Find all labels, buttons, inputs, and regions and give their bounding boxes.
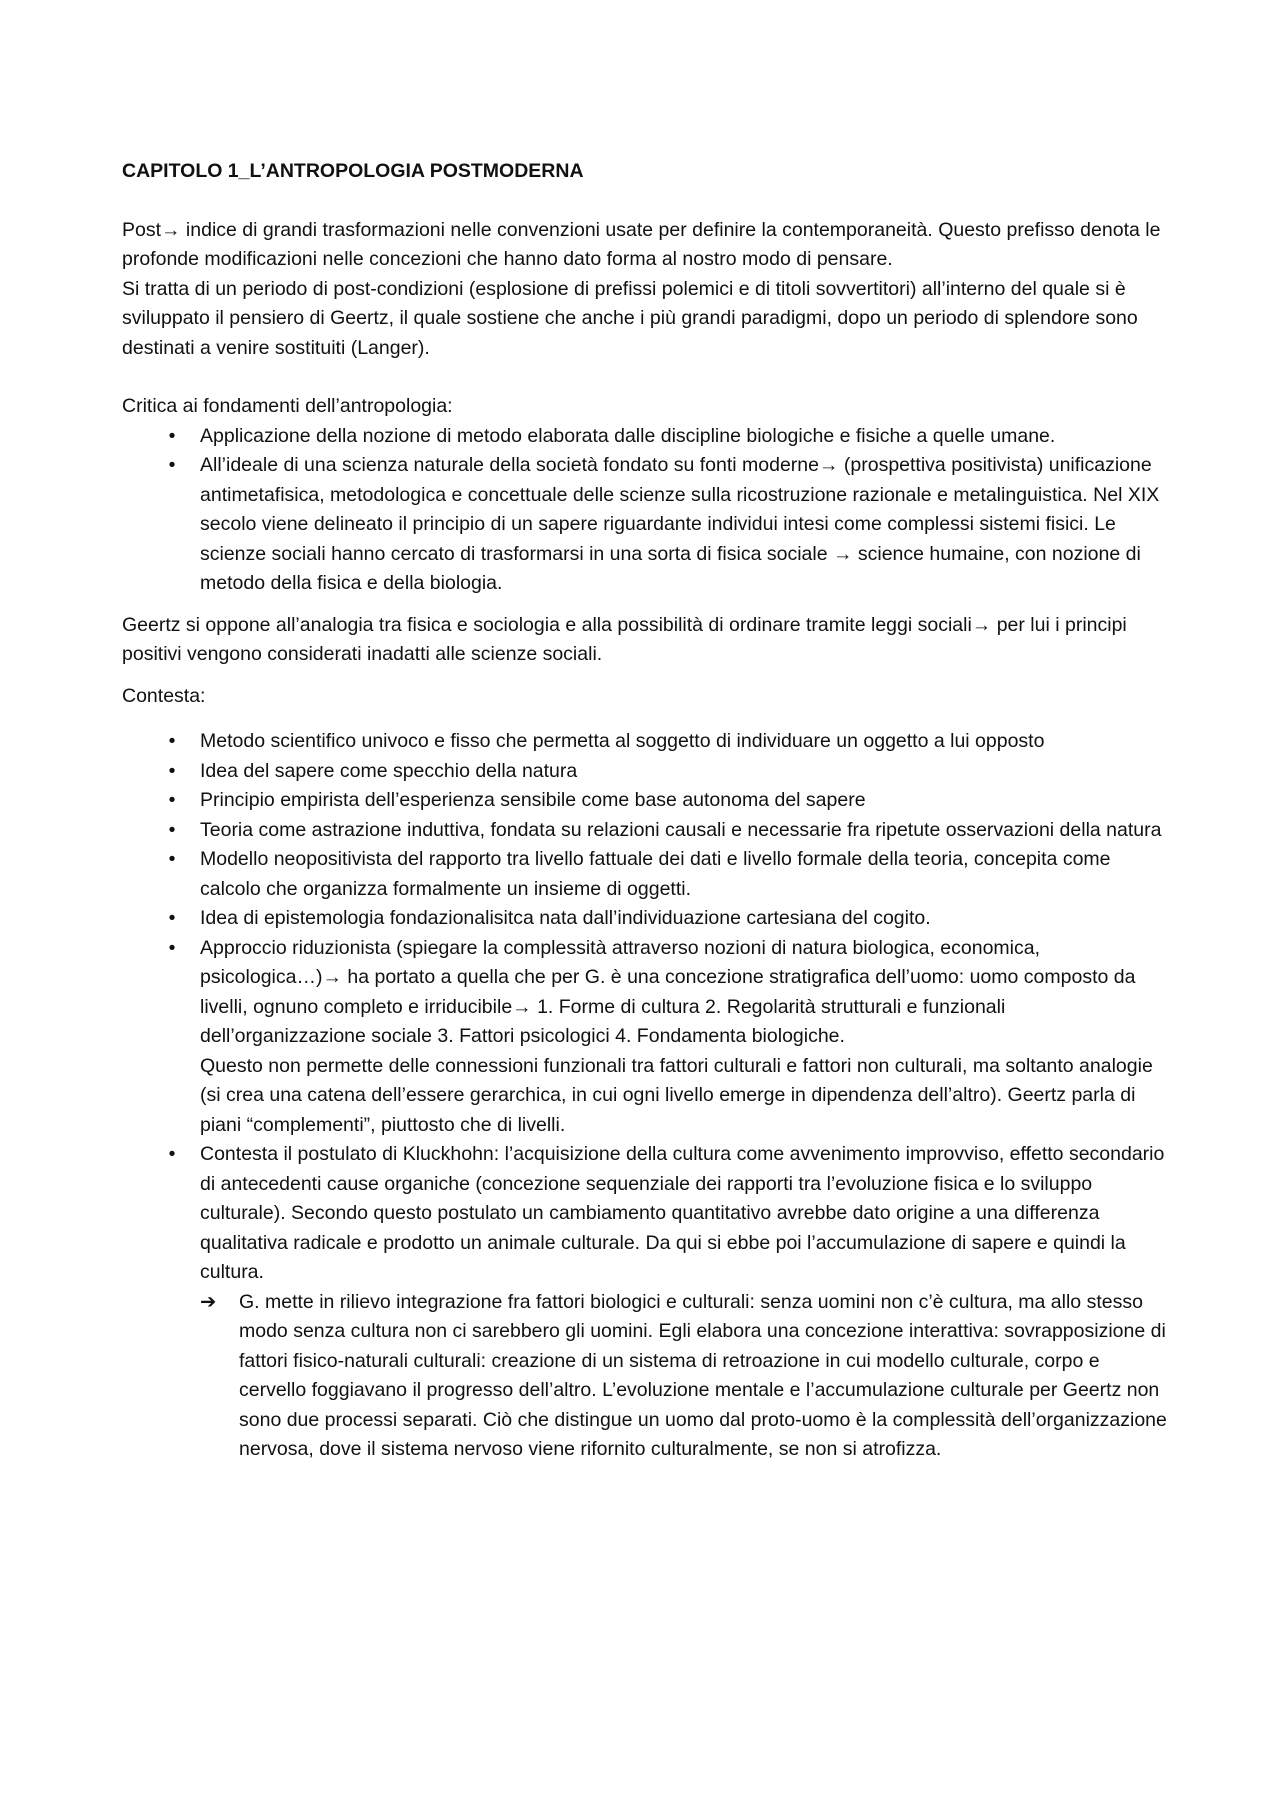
list-item-text: Metodo scientifico univoco e fisso che permetta al soggetto di individuare un oggetto a lui opposto — [200, 730, 1045, 752]
contesta-heading: Contesta: — [122, 684, 206, 707]
bullet-icon: • — [168, 730, 176, 752]
bullet-icon: • — [168, 454, 176, 476]
list-item — [122, 904, 1167, 934]
list-item-text: Modello neopositivista del rapporto tra livello fattuale dei dati e livello formale della teoria, concepita come calcolo che organizza formalmente un insieme di oggetti. — [200, 848, 1111, 900]
list-item — [122, 1140, 1167, 1288]
bullet-icon: • — [168, 848, 176, 870]
bullet-icon: • — [168, 424, 176, 447]
geertz-paragraph: Geertz si oppone all’analogia tra fisica e sociologia e alla possibilità di ordinare tramite leggi sociali→ per lui i principi positivi vengono considerati inadatti alle scienze sociali. — [122, 613, 1127, 665]
list-item — [122, 934, 1167, 1141]
list-item-text: Applicazione della nozione di metodo elaborata dalle discipline biologiche e fisiche a quelle umane. — [200, 424, 1056, 447]
contesta-list — [122, 727, 1167, 1288]
spacer — [122, 363, 1167, 392]
list-item — [122, 451, 1167, 599]
list-item — [122, 422, 1167, 452]
bullet-icon: • — [168, 907, 176, 929]
list-item — [122, 786, 1167, 816]
list-item — [122, 845, 1167, 904]
list-item-text: Idea del sapere come specchio della natura — [200, 759, 578, 782]
list-item-text: Approccio riduzionista (spiegare la complessità attraverso nozioni di natura biologica, economica, psicologica…)→ ha portato a quella che per G. è una concezione stratigrafica dell’uomo: uomo composto da livelli, ognuno completo e irriducibile→ 1. Forme di cultura 2. Regolarità strutturali e funzionali dell’organizzazione sociale 3. Fattori psicologici 4. Fondamenta biologiche. — [200, 936, 1136, 1047]
spacer — [122, 599, 1167, 611]
arrow-right-icon: ➔ — [200, 1290, 217, 1313]
sub-point — [122, 1288, 1167, 1465]
critica-list — [122, 422, 1167, 599]
list-item-text: Principio empirista dell’esperienza sensibile come base autonoma del sapere — [200, 789, 866, 811]
list-item — [122, 816, 1167, 846]
intro-paragraph: Post→ indice di grandi trasformazioni nelle convenzioni usate per definire la contemporaneità. Questo prefisso denota le profonde modificazioni nelle concezioni che hanno dato forma al nostro modo di pensare. — [122, 218, 1161, 270]
bullet-icon: • — [168, 936, 176, 959]
spacer — [122, 670, 1167, 682]
list-item-text: Teoria come astrazione induttiva, fondata su relazioni causali e necessarie fra ripetute osservazioni della natura — [200, 818, 1162, 841]
document-body — [122, 157, 1167, 1465]
bullet-icon: • — [168, 1143, 176, 1165]
list-item — [122, 757, 1167, 787]
bullet-icon: • — [168, 759, 176, 782]
bullet-icon: • — [168, 789, 176, 811]
list-item-continuation: Questo non permette delle connessioni funzionali tra fattori culturali e fattori non culturali, ma soltanto analogie (si crea una catena dell’essere gerarchica, in cui ogni livello emerge in dipendenza dell’altro). Geertz parla di piani “complementi”, piuttosto che di livelli. — [200, 1054, 1153, 1136]
spacer — [122, 711, 1167, 727]
list-item — [122, 727, 1167, 757]
list-item-text: Contesta il postulato di Kluckhohn: l’acquisizione della cultura come avvenimento improvviso, effetto secondario di antecedenti cause organiche (concezione sequenziale dei rapporti tra l’evoluzione fisica e lo sviluppo culturale). Secondo questo postulato un cambiamento quantitativo avrebbe dato origine a una differenza qualitativa radicale e prodotto un animale culturale. Da qui si ebbe poi l’accumulazione di sapere e quindi la cultura. — [200, 1143, 1165, 1283]
chapter-title: CAPITOLO 1_L’ANTROPOLOGIA POSTMODERNA — [122, 160, 584, 182]
list-item-text: Idea di epistemologia fondazionalisitca nata dall’individuazione cartesiana del cogito. — [200, 907, 931, 929]
sub-point-text: G. mette in rilievo integrazione fra fattori biologici e culturali: senza uomini non c’è cultura, ma allo stesso modo senza cultura non ci sarebbero gli uomini. Egli elabora una concezione interattiva: sovrapposizione di fattori fisico-naturali culturali: creazione di un sistema di retroazione in cui modello culturale, corpo e cervello foggiavano il progresso dell’altro. L’evoluzione mentale e l’accumulazione culturale per Geertz non sono due processi separati. Ciò che distingue un uomo dal proto-uomo è la complessità dell’organizzazione nervosa, dove il sistema nervoso viene rifornito culturalmente, se non si atrofizza. — [239, 1290, 1167, 1460]
bullet-icon: • — [168, 818, 176, 841]
critica-heading: Critica ai fondamenti dell’antropologia: — [122, 395, 453, 417]
list-item-text: All’ideale di una scienza naturale della società fondato su fonti moderne→ (prospettiva positivista) unificazione antimetafisica, metodologica e concettuale delle scienze sulla ricostruzione razionale e metalinguistica. Nel XIX secolo viene delineato il principio di un sapere riguardante individui intesi come complessi sistemi fisici. Le scienze sociali hanno cercato di trasformarsi in una sorta di fisica sociale → science humaine, con nozione di metodo della fisica e della biologia. — [200, 454, 1160, 594]
intro-paragraph: Si tratta di un periodo di post-condizioni (esplosione di prefissi polemici e di titoli sovvertitori) all’interno del quale si è sviluppato il pensiero di Geertz, il quale sostiene che anche i più grandi paradigmi, dopo un periodo di splendore sono destinati a venire sostituiti (Langer). — [122, 277, 1138, 359]
